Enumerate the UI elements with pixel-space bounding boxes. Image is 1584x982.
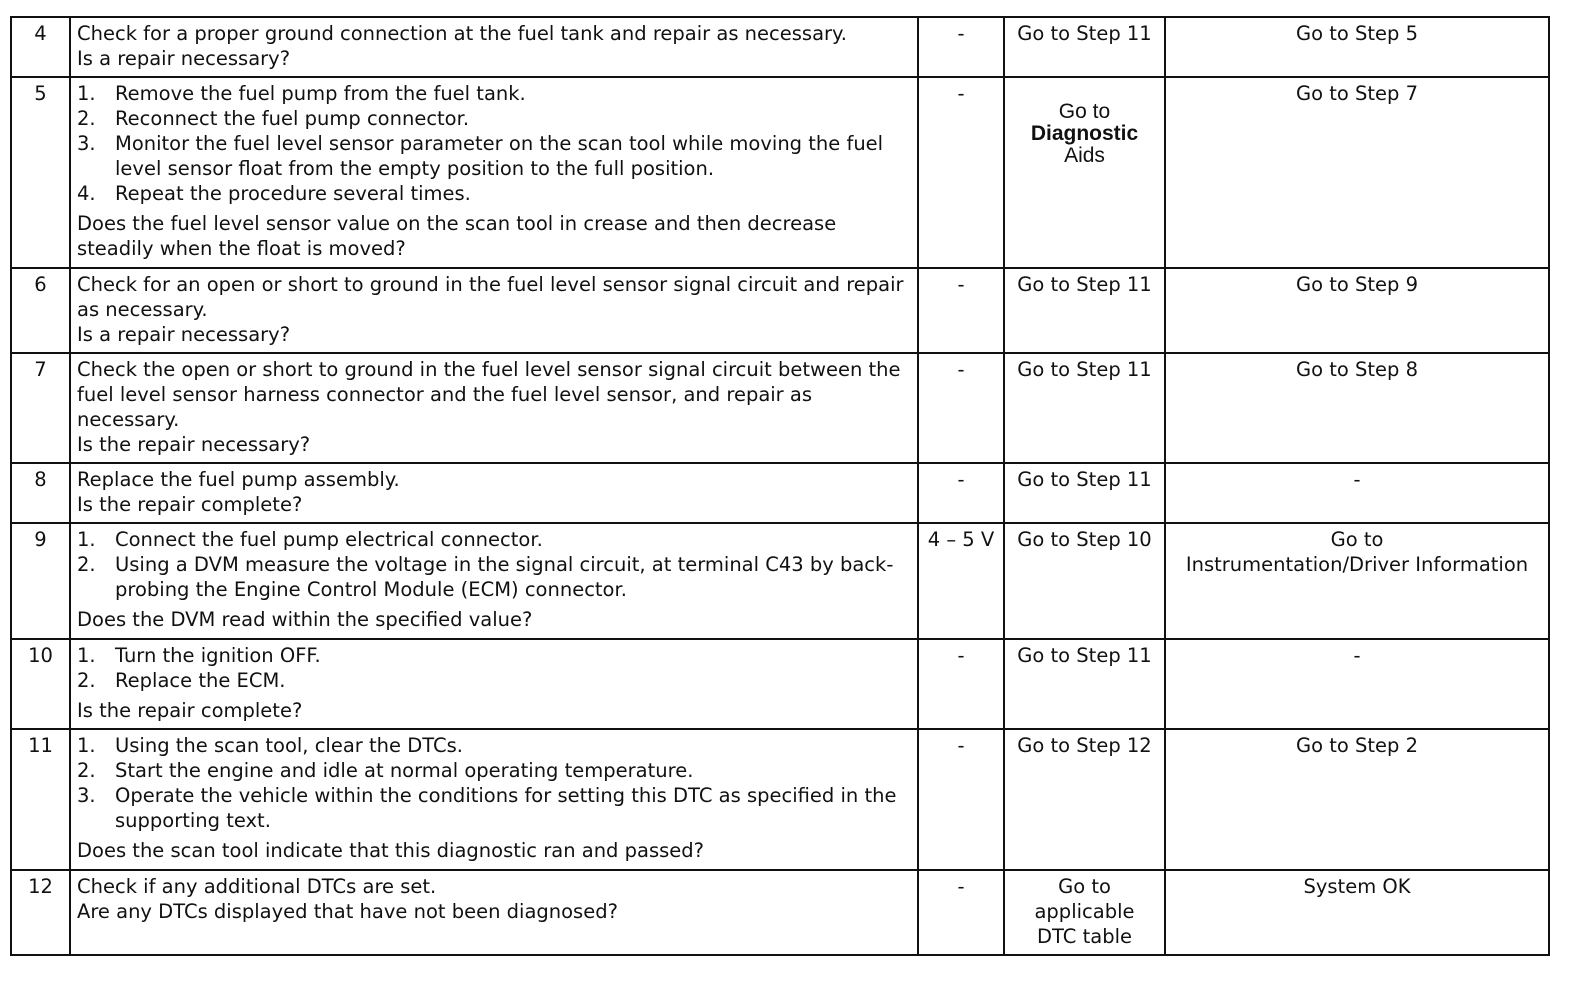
diagnostic-table <box>10 16 1550 956</box>
list-item: 4. Repeat the procedure several times. <box>77 182 471 205</box>
action-cell <box>70 523 918 639</box>
step-number: 6 <box>11 268 70 353</box>
action-cell <box>70 870 918 955</box>
yes-cell: Go to Step 11 <box>1004 17 1165 77</box>
action-question: Is the repair complete? <box>77 699 303 722</box>
no-cell: - <box>1165 639 1549 729</box>
step-number: 9 <box>11 523 70 639</box>
yes-cell: Go to Step 12 <box>1004 729 1165 870</box>
action-text: Check if any additional DTCs are set. <box>77 875 437 898</box>
value-cell: - <box>918 639 1004 729</box>
action-cell <box>70 639 918 729</box>
instrumentation-link: Instrumentation/Driver Information <box>1185 553 1529 576</box>
table-row-step-4 <box>11 17 1549 77</box>
step-number: 12 <box>11 870 70 955</box>
procedure-list <box>77 733 911 833</box>
list-item: 1. Turn the ignition OFF. <box>77 644 321 667</box>
step-number: 4 <box>11 17 70 77</box>
no-cell: Go to Step 9 <box>1165 268 1549 353</box>
table-row-step-12 <box>11 870 1549 955</box>
list-item: 2. Using a DVM measure the voltage in the signal circuit, at terminal C43 by back-probing the Engine Control Module (ECM) connector. <box>77 553 894 601</box>
value-cell: - <box>918 17 1004 77</box>
list-item: 2. Start the engine and idle at normal operating temperature. <box>77 759 694 782</box>
action-text: Check for an open or short to ground in the fuel level sensor signal circuit and repair as necessary. <box>77 273 904 321</box>
action-cell <box>70 463 918 523</box>
list-item: 1. Using the scan tool, clear the DTCs. <box>77 734 463 757</box>
no-cell: Go to Instrumentation/Driver Information <box>1165 523 1549 639</box>
action-cell <box>70 268 918 353</box>
procedure-list <box>77 527 911 602</box>
action-question: Does the fuel level sensor value on the scan tool in crease and then decrease steadily when the float is moved? <box>77 212 837 260</box>
action-text: Check for a proper ground connection at the fuel tank and repair as necessary. <box>77 22 847 45</box>
list-item: 2. Reconnect the fuel pump connector. <box>77 107 470 130</box>
action-text: Replace the fuel pump assembly. <box>77 468 400 491</box>
action-cell <box>70 77 918 268</box>
action-question: Is a repair necessary? <box>77 47 291 70</box>
table-row-step-7 <box>11 353 1549 463</box>
table-row-step-6 <box>11 268 1549 353</box>
step-number: 7 <box>11 353 70 463</box>
procedure-list <box>77 643 911 693</box>
list-item: 1. Connect the fuel pump electrical connector. <box>77 528 543 551</box>
step-number: 11 <box>11 729 70 870</box>
step-number: 8 <box>11 463 70 523</box>
value-cell: - <box>918 268 1004 353</box>
yes-cell: Go to Step 11 <box>1004 268 1165 353</box>
list-item: 1. Remove the fuel pump from the fuel tank. <box>77 82 526 105</box>
action-question: Does the DVM read within the specified value? <box>77 608 533 631</box>
yes-cell: Go to Step 10 <box>1004 523 1165 639</box>
action-question: Is the repair necessary? <box>77 433 311 456</box>
diagnostic-aids-link: Go to Diagnostic Aids <box>1030 100 1139 167</box>
no-cell: - <box>1165 463 1549 523</box>
step-number: 10 <box>11 639 70 729</box>
action-question: Does the scan tool indicate that this diagnostic ran and passed? <box>77 839 705 862</box>
value-cell: - <box>918 77 1004 268</box>
yes-cell: Go to Step 11 <box>1004 353 1165 463</box>
table-row-step-8 <box>11 463 1549 523</box>
table-row-step-10 <box>11 639 1549 729</box>
action-question: Are any DTCs displayed that have not been diagnosed? <box>77 900 618 923</box>
action-cell <box>70 729 918 870</box>
list-item: 3. Operate the vehicle within the conditions for setting this DTC as specified in the supporting text. <box>77 784 897 832</box>
value-cell: - <box>918 729 1004 870</box>
yes-cell: Go to Step 11 <box>1004 463 1165 523</box>
no-cell: Go to Step 8 <box>1165 353 1549 463</box>
no-cell: System OK <box>1165 870 1549 955</box>
list-item: 2. Replace the ECM. <box>77 669 286 692</box>
yes-cell: Go to Step 11 <box>1004 639 1165 729</box>
no-cell: Go to Step 7 <box>1165 77 1549 268</box>
table-row-step-5 <box>11 77 1549 268</box>
table-row-step-9 <box>11 523 1549 639</box>
action-cell <box>70 353 918 463</box>
value-cell: - <box>918 870 1004 955</box>
action-question: Is a repair necessary? <box>77 323 291 346</box>
action-question: Is the repair complete? <box>77 493 303 516</box>
procedure-list <box>77 81 911 206</box>
yes-cell <box>1004 77 1165 268</box>
value-cell: - <box>918 353 1004 463</box>
value-cell: 4 – 5 V <box>918 523 1004 639</box>
action-text: Check the open or short to ground in the fuel level sensor signal circuit between the fuel level sensor harness connector and the fuel level sensor, and repair as necessary. <box>77 358 901 431</box>
list-item: 3. Monitor the fuel level sensor parameter on the scan tool while moving the fuel level sensor float from the empty position to the full position. <box>77 132 884 180</box>
table-row-step-11 <box>11 729 1549 870</box>
yes-cell: Go to applicable DTC table <box>1004 870 1165 955</box>
no-cell: Go to Step 5 <box>1165 17 1549 77</box>
action-cell <box>70 17 918 77</box>
no-cell: Go to Step 2 <box>1165 729 1549 870</box>
value-cell: - <box>918 463 1004 523</box>
step-number: 5 <box>11 77 70 268</box>
